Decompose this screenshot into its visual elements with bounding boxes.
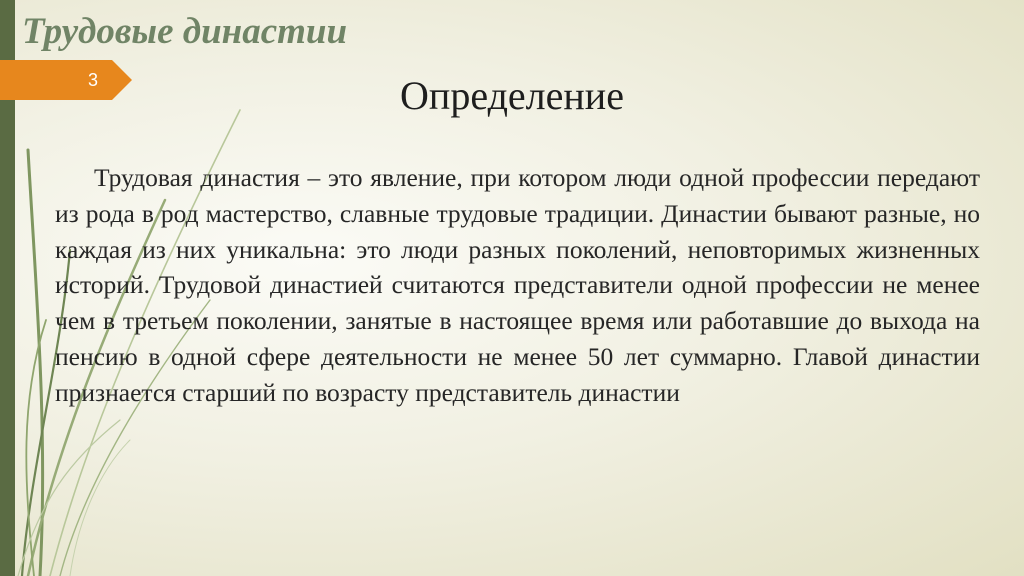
definition-paragraph: Трудовая династия – это явление, при котором люди одной профессии передают из рода в род мастерство, славные трудовые традиции. Династии бывают разные, но каждая из них уникальна: это люди разных поколений, неповторимых жизненных историй. Трудовой династией считаются представители одной профессии не менее чем в третьем поколении, занятые в настоящее время или работавшие до выхода на пенсию в одной сфере деятельности не менее 50 лет суммарно. Главой династии признается старший по возрасту представитель династии [55,163,980,407]
slide-number: 3 [88,70,99,90]
presentation-title: Трудовые династии [22,11,348,52]
slide-heading-wrap [0,72,1024,119]
slide-heading: Определение [400,73,624,118]
